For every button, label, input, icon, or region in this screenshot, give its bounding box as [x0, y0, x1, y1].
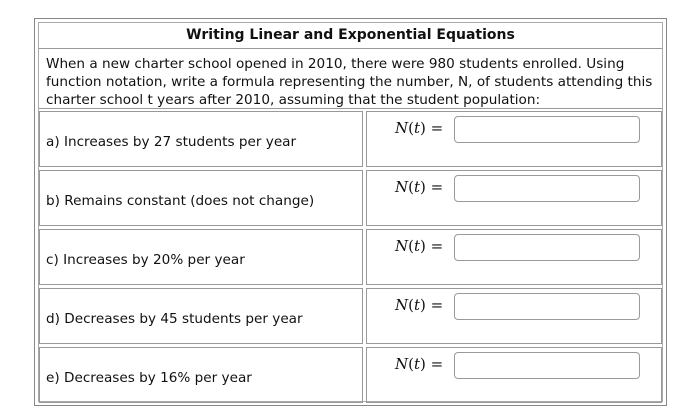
row-label: d) Decreases by 45 students per year	[46, 311, 303, 327]
row-label-cell	[39, 170, 363, 226]
row-label-cell	[39, 347, 363, 403]
answer-input-c[interactable]	[454, 234, 640, 261]
answer-cell	[366, 288, 662, 344]
worksheet-title: Writing Linear and Exponential Equations	[39, 23, 662, 49]
row-label: e) Decreases by 16% per year	[46, 370, 252, 386]
row-a	[39, 111, 662, 167]
row-d	[39, 288, 662, 344]
function-label: N(t) =	[395, 237, 444, 255]
row-c	[39, 229, 662, 285]
answer-input-d[interactable]	[454, 293, 640, 320]
row-label-cell	[39, 229, 363, 285]
problem-prompt: When a new charter school opened in 2010, there were 980 students enrolled. Using function notation, write a formula representing the number, N, of students attending this charter school t years after 2010, assuming that the student population:	[39, 49, 662, 109]
answer-cell	[366, 347, 662, 403]
row-label: c) Increases by 20% per year	[46, 252, 245, 268]
row-label-cell	[39, 288, 363, 344]
row-e	[39, 347, 662, 403]
answer-input-a[interactable]	[454, 116, 640, 143]
answer-input-b[interactable]	[454, 175, 640, 202]
worksheet-frame	[34, 18, 667, 406]
answer-cell	[366, 170, 662, 226]
row-label: b) Remains constant (does not change)	[46, 193, 315, 209]
function-label: N(t) =	[395, 355, 444, 373]
answer-cell	[366, 111, 662, 167]
answer-cell	[366, 229, 662, 285]
answer-input-e[interactable]	[454, 352, 640, 379]
row-b	[39, 170, 662, 226]
function-label: N(t) =	[395, 178, 444, 196]
worksheet-table	[38, 22, 663, 402]
function-label: N(t) =	[395, 296, 444, 314]
row-label-cell	[39, 111, 363, 167]
function-label: N(t) =	[395, 119, 444, 137]
row-label: a) Increases by 27 students per year	[46, 134, 297, 150]
